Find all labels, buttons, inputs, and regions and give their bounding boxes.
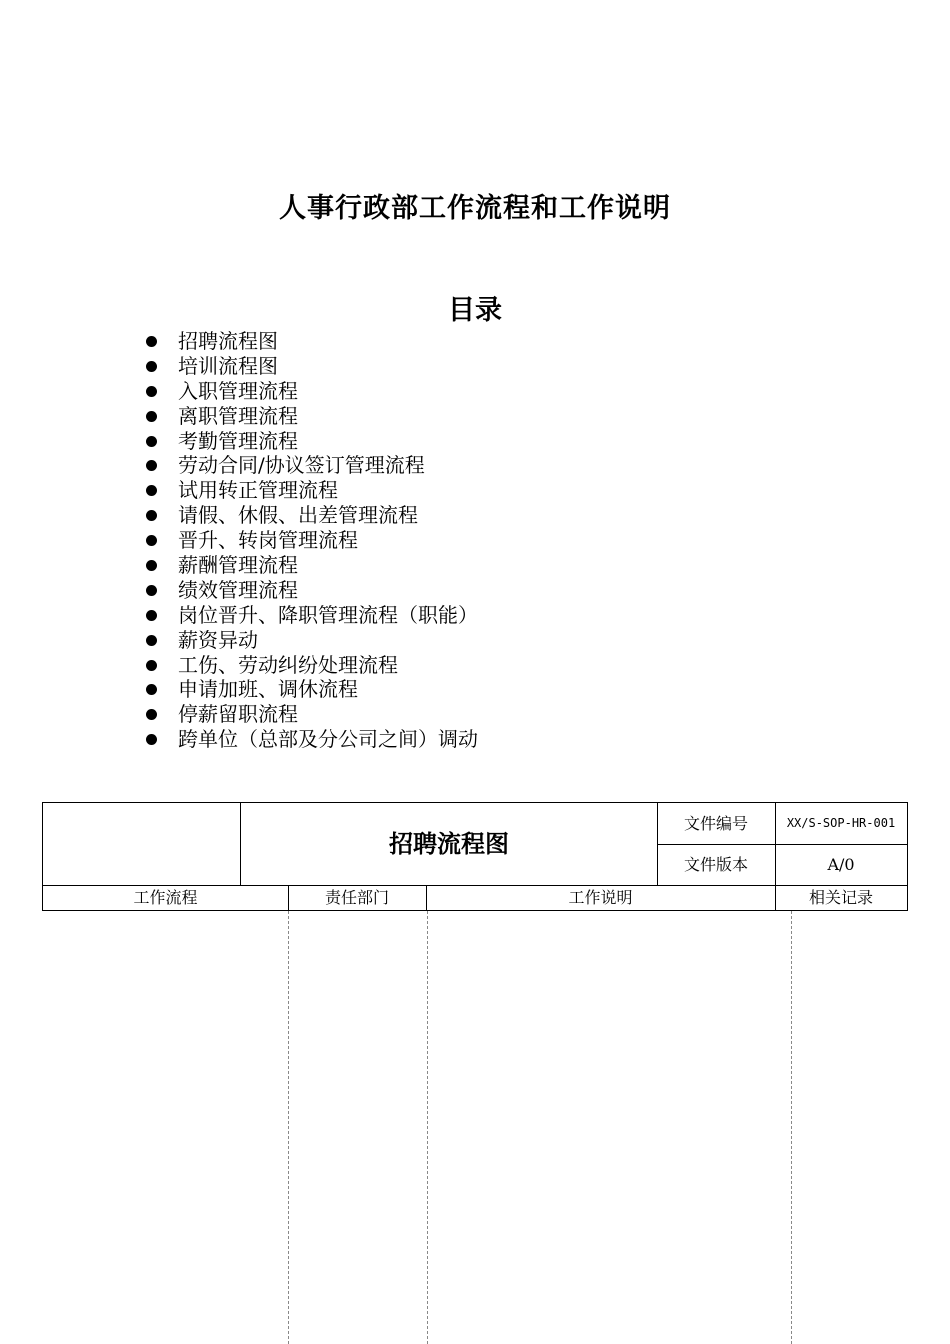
bullet-icon [146,709,157,720]
toc-item [145,404,478,429]
column-header-description: 工作说明 [568,888,633,907]
bullet-icon [146,684,157,695]
toc-item-label: 工伤、劳动纠纷处理流程 [178,652,398,677]
toc-item [145,429,478,454]
doc-version-value: A/0 [827,855,855,874]
column-header-workflow: 工作流程 [133,888,198,907]
toc-item-label: 跨单位（总部及分公司之间）调动 [178,727,478,752]
toc-item [145,727,478,752]
toc-item [145,677,478,702]
column-divider [427,911,428,1344]
bullet-icon [146,386,157,397]
bullet-icon [146,535,157,546]
toc-item [145,329,478,354]
bullet-icon [146,660,157,671]
bullet-icon [146,460,157,471]
toc-item-label: 岗位晋升、降职管理流程（职能） [178,602,478,627]
bullet-icon [146,560,157,571]
toc-item-label: 停薪留职流程 [178,702,298,727]
toc-item [145,578,478,603]
toc-item-label: 试用转正管理流程 [178,478,338,503]
toc-item [145,379,478,404]
bullet-icon [146,610,157,621]
toc-item [145,702,478,727]
toc-item [145,478,478,503]
toc-item [145,503,478,528]
flowchart-header-table [42,802,908,911]
column-divider [288,911,289,1344]
bullet-icon [146,585,157,596]
bullet-icon [146,336,157,347]
toc-item-label: 入职管理流程 [178,378,298,403]
toc-item-label: 申请加班、调休流程 [178,677,358,702]
bullet-icon [146,361,157,372]
toc-title: 目录 [448,295,502,326]
column-divider [791,911,792,1344]
toc-item-label: 离职管理流程 [178,403,298,428]
bullet-icon [146,635,157,646]
toc-item [145,628,478,653]
toc-item [145,453,478,478]
toc-item-label: 招聘流程图 [178,329,278,353]
bullet-icon [146,436,157,447]
toc-item-label: 请假、休假、出差管理流程 [178,503,418,528]
toc-item-label: 劳动合同/协议签订管理流程 [178,453,425,478]
bullet-icon [146,510,157,521]
bullet-icon [146,734,157,745]
toc-item-label: 培训流程图 [178,353,278,378]
toc-list [145,329,478,752]
toc-item-label: 薪酬管理流程 [178,553,298,578]
toc-item [145,553,478,578]
toc-item-label: 薪资异动 [178,627,258,652]
doc-number-value: XX/S-SOP-HR-001 [786,816,896,830]
document-title: 人事行政部工作流程和工作说明 [279,193,671,224]
doc-number-label: 文件编号 [683,814,748,833]
column-header-records: 相关记录 [808,888,873,907]
toc-item-label: 考勤管理流程 [178,428,298,453]
toc-item [145,603,478,628]
doc-version-label: 文件版本 [683,855,748,874]
bullet-icon [146,485,157,496]
toc-item [145,653,478,678]
toc-item-label: 晋升、转岗管理流程 [178,528,358,553]
toc-item [145,354,478,379]
toc-item [145,528,478,553]
bullet-icon [146,411,157,422]
flowchart-title: 招聘流程图 [389,829,509,858]
toc-item-label: 绩效管理流程 [178,577,298,602]
column-header-department: 责任部门 [324,888,389,907]
